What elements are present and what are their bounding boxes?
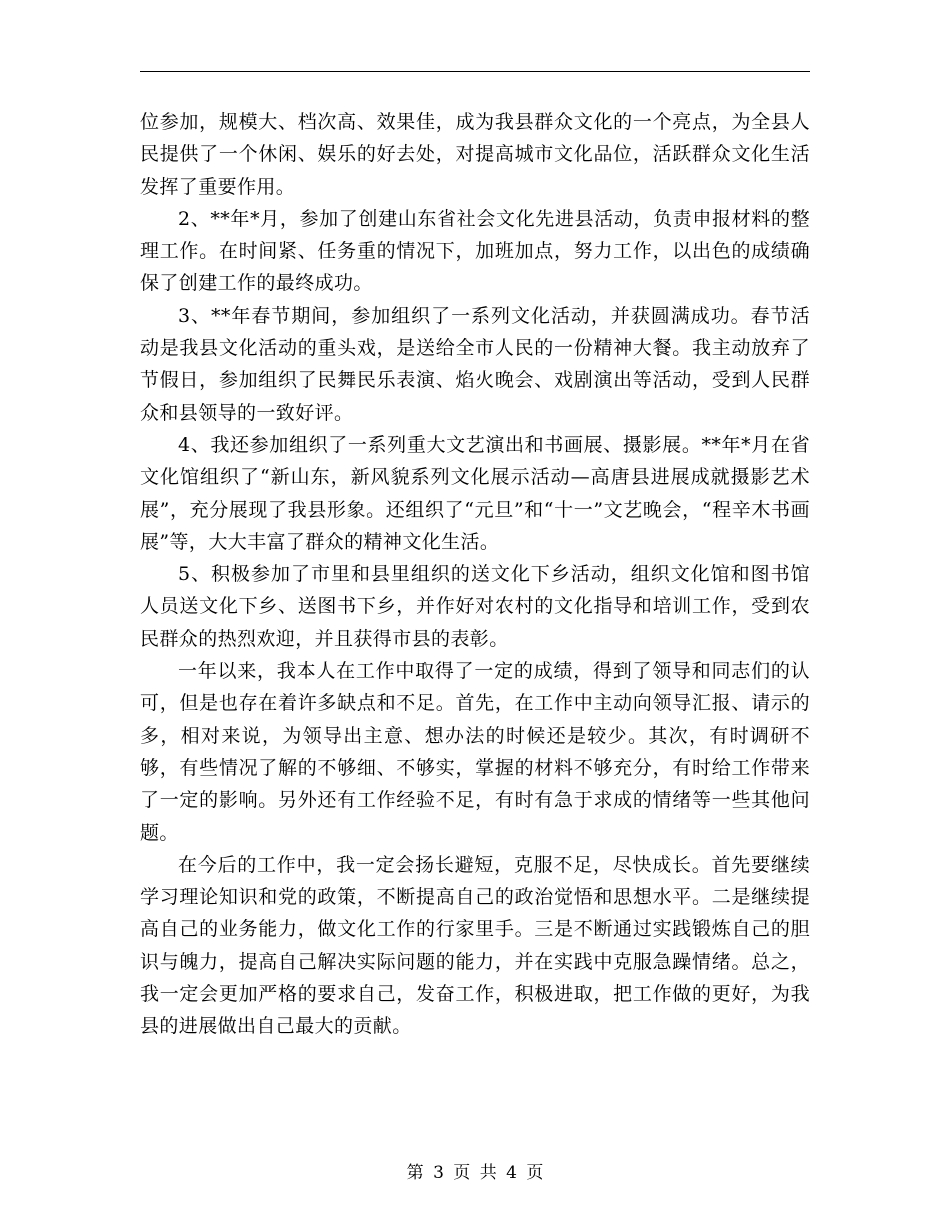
paragraph-6: 一年以来，我本人在工作中取得了一定的成绩，得到了领导和同志们的认可，但是也存在着许多缺点和不足。首先，在工作中主动向领导汇报、请示的多，相对来说，为领导出主意、想办法的时候还是较少。其次，有时调研不够，有些情况了解的不够细、不够实，掌握的材料不够充分，有时给工作带来了一定的影响。另外还有工作经验不足，有时有急于求成的情绪等一些其他问题。 bbox=[140, 660, 810, 844]
paragraph-1: 位参加，规模大、档次高、效果佳，成为我县群众文化的一个亮点，为全县人民提供了一个休闲、娱乐的好去处，对提高城市文化品位，活跃群众文化生活发挥了重要作用。 bbox=[140, 111, 810, 198]
paragraph-5: 5、积极参加了市里和县里组织的送文化下乡活动，组织文化馆和图书馆人员送文化下乡、送图书下乡，并作好对农村的文化指导和培训工作，受到农民群众的热烈欢迎，并且获得市县的表彰。 bbox=[140, 563, 810, 650]
paragraph-2: 2、**年*月，参加了创建山东省社会文化先进县活动，负责申报材料的整理工作。在时间紧、任务重的情况下，加班加点，努力工作，以出色的成绩确保了创建工作的最终成功。 bbox=[140, 207, 810, 295]
paragraph-7: 在今后的工作中，我一定会扬长避短，克服不足，尽快成长。首先要继续学习理论知识和党的政策，不断提高自己的政治觉悟和思想水平。二是继续提高自己的业务能力，做文化工作的行家里手。三是不断通过实践锻炼自己的胆识与魄力，提高自己解决实际问题的能力，并在实践中克服急躁情绪。总之，我一定会更加严格的要求自己，发奋工作，积极进取，把工作做的更好，为我县的进展做出自己最大的贡献。 bbox=[140, 853, 810, 1038]
header-rule bbox=[140, 71, 810, 72]
paragraph-4: 4、我还参加组织了一系列重大文艺演出和书画展、摄影展。**年*月在省文化馆组织了“新山东，新风貌系列文化展示活动—高唐县进展成就摄影艺术展”，充分展现了我县形象。还组织了“元旦”和“十一”文艺晚会，“程辛木书画展”等，大大丰富了群众的精神文化生活。 bbox=[140, 433, 810, 553]
paragraph-3: 3、**年春节期间，参加组织了一系列文化活动，并获圆满成功。春节活动是我县文化活动的重头戏，是送给全市人民的一份精神大餐。我主动放弃了节假日，参加组织了民舞民乐表演、焰火晚会、戏剧演出等活动，受到人民群众和县领导的一致好评。 bbox=[140, 304, 810, 424]
document-body bbox=[140, 106, 810, 1043]
page-number-footer: 第 3 页 共 4 页 bbox=[406, 1163, 544, 1183]
